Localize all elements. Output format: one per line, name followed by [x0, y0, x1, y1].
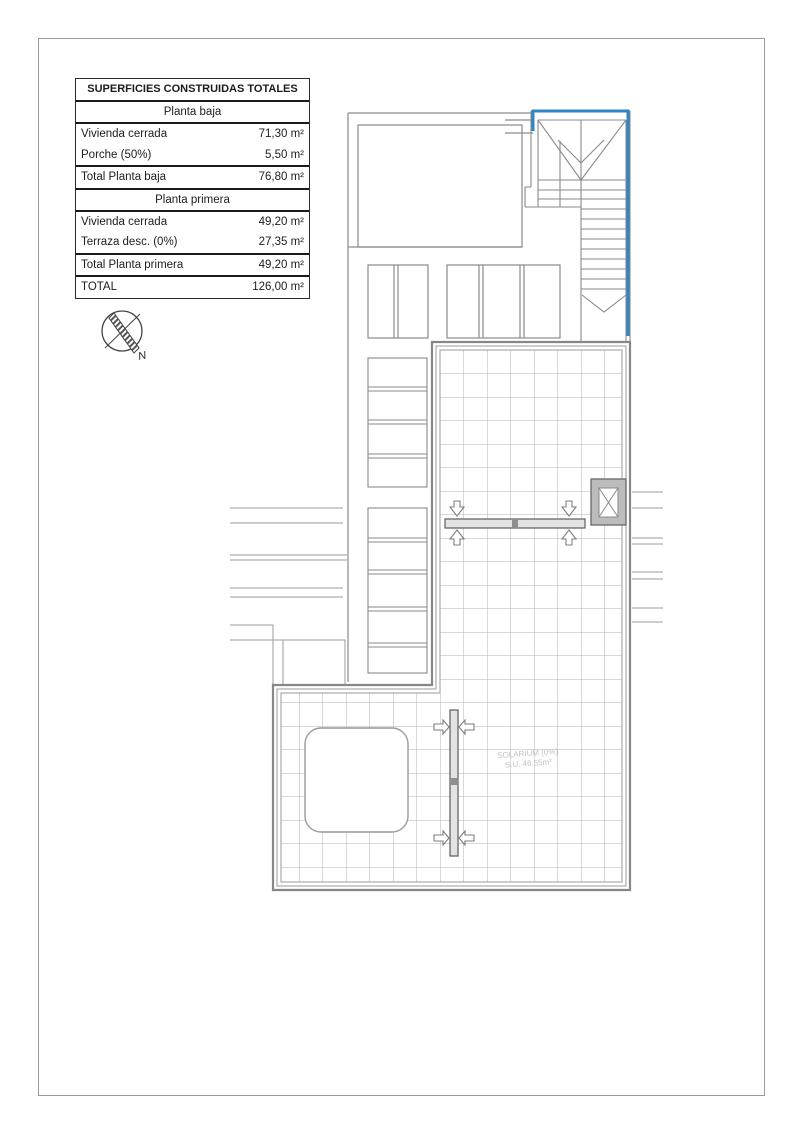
row-value: 126,00 m²: [252, 281, 304, 293]
row-label: Terraza desc. (0%): [81, 236, 178, 248]
section-header-planta-baja: Planta baja: [76, 102, 309, 124]
section-header-planta-primera: Planta primera: [76, 190, 309, 212]
solarium-label-line1: SOLARIUM (0%): [496, 746, 559, 761]
solarium-label-line2: S.U. 46.55m²: [504, 757, 553, 770]
north-compass-icon: [102, 311, 147, 363]
pergola-slats: [368, 358, 427, 673]
table-row: [76, 145, 309, 168]
pergola-panels: [368, 265, 560, 338]
row-label: TOTAL: [81, 281, 117, 293]
table-row-total: [76, 255, 309, 278]
table-row-total: [76, 167, 309, 190]
table-row: [76, 232, 309, 255]
row-value: 27,35 m²: [258, 236, 304, 248]
compass-north-label: N: [137, 349, 148, 363]
areas-summary-table: [75, 78, 310, 299]
skylight-rounded: [305, 728, 408, 832]
balustrade-bar-vertical: [450, 710, 458, 856]
table-title: SUPERFICIES CONSTRUIDAS TOTALES: [76, 79, 309, 102]
chimney-shaft-symbol: [591, 479, 626, 525]
row-value: 71,30 m²: [258, 128, 304, 140]
row-label: Porche (50%): [81, 148, 152, 161]
staircase: [525, 111, 630, 342]
table-row-grand-total: [76, 277, 309, 298]
row-label: Total Planta baja: [81, 171, 167, 183]
boundary-lines-right: [632, 492, 663, 622]
row-value: 49,20 m²: [258, 258, 304, 271]
boundary-lines-left: [230, 508, 347, 687]
row-value: 49,20 m²: [258, 215, 304, 228]
row-label: Vivienda cerrada: [81, 128, 168, 140]
table-row: [76, 124, 309, 145]
row-value: 76,80 m²: [258, 171, 304, 183]
row-label: Vivienda cerrada: [81, 215, 168, 228]
row-value: 5,50 m²: [265, 148, 304, 161]
row-label: Total Planta primera: [81, 258, 184, 271]
balustrade-bar-horizontal: [445, 519, 585, 528]
table-row: [76, 212, 309, 233]
